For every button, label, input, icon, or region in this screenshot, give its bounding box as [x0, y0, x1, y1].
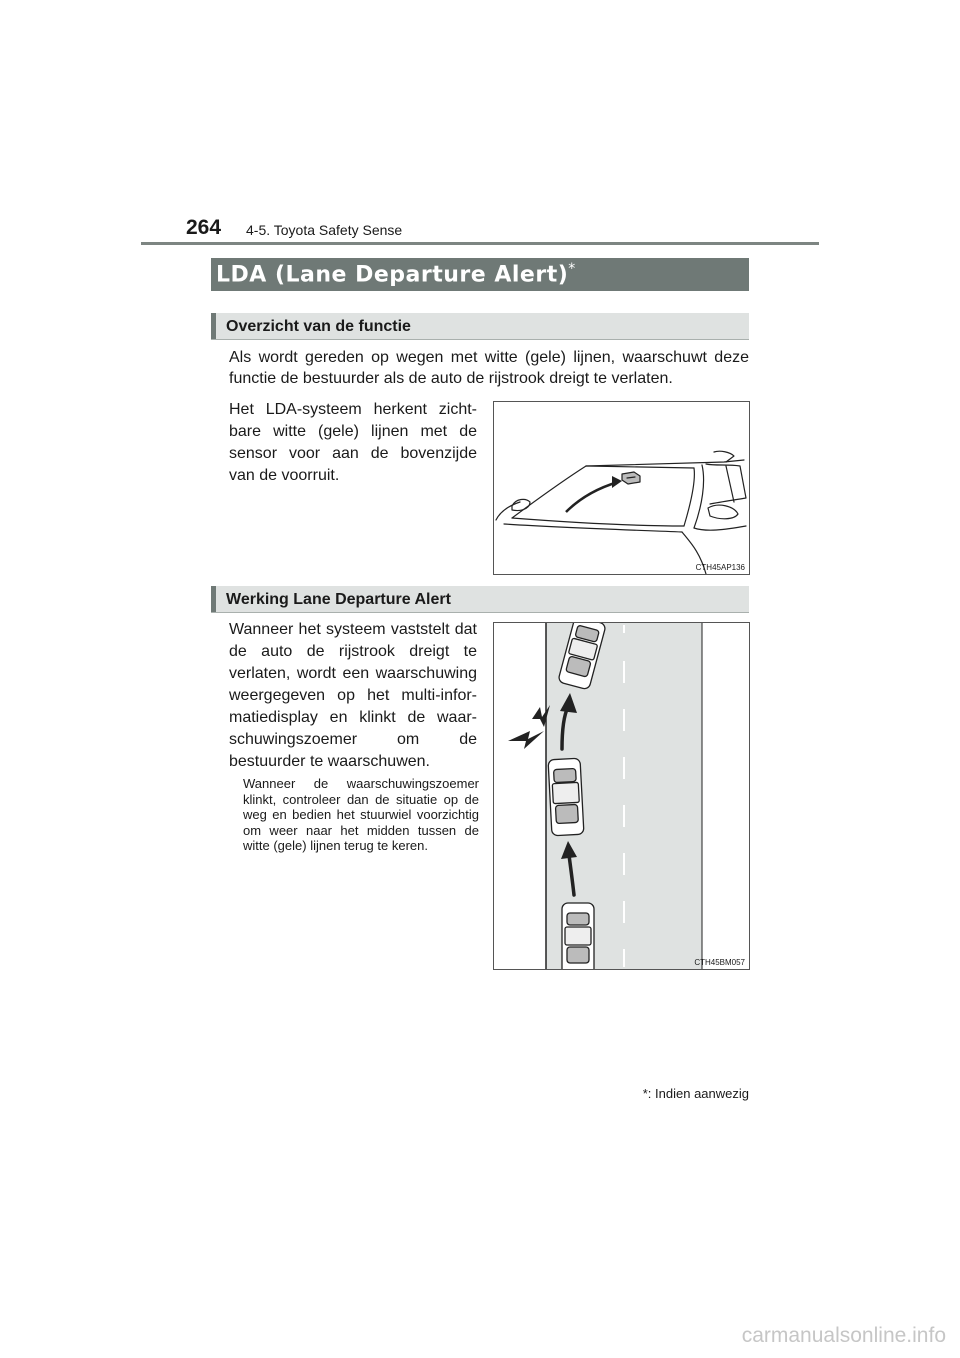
car-windshield-illustration	[494, 402, 749, 574]
section-heading-label: Werking Lane Departure Alert	[226, 591, 451, 608]
header-rule	[141, 242, 819, 245]
section-heading-operation	[211, 586, 749, 613]
lane-departure-figure	[493, 622, 750, 970]
section-breadcrumb: 4-5. Toyota Safety Sense	[246, 222, 403, 238]
section-heading-overview	[211, 313, 749, 340]
title-asterisk: *	[568, 261, 576, 277]
watermark: carmanualsonline.info	[741, 1324, 946, 1347]
sensor-paragraph: Het LDA-systeem herkent zichtbare witte (gele) lijnen met de sensor voor aan de bovenzijde van de voorruit.	[229, 401, 477, 484]
warning-lightning-icon	[508, 705, 550, 749]
windshield-figure	[493, 401, 750, 575]
section-heading-label: Overzicht van de functie	[226, 318, 411, 335]
page-title	[216, 261, 576, 287]
operation-paragraph: Wanneer het systeem vaststelt dat de auto de rijstrook dreigt te verlaten, wordt een waarschuwing weergegeven op het multi-informatiedisplay en klinkt de waarschuwingszoemer om de bestuurder te waarschuwen.	[229, 621, 477, 770]
figure-code: CTH45BM057	[694, 958, 745, 967]
page-number: 264	[186, 216, 222, 239]
lane-departure-illustration	[494, 623, 749, 969]
intro-paragraph: Als wordt gereden op wegen met witte (gele) lijnen, waarschuwt deze functie de bestuurder als de auto de rijstrook dreigt te verlaten.	[229, 349, 749, 387]
main-title-banner	[211, 258, 749, 291]
title-text: LDA (Lane Departure Alert)	[216, 262, 569, 288]
footnote: *: Indien aanwezig	[642, 1086, 749, 1101]
figure-code: CTH45AP136	[695, 563, 745, 572]
operation-note: Wanneer de waarschuwingszoemer klinkt, controleer dan de situatie op de weg en bedien het stuurwiel voorzichtig om weer naar het midden tussen de witte (gele) lijnen terug te keren.	[243, 776, 479, 853]
